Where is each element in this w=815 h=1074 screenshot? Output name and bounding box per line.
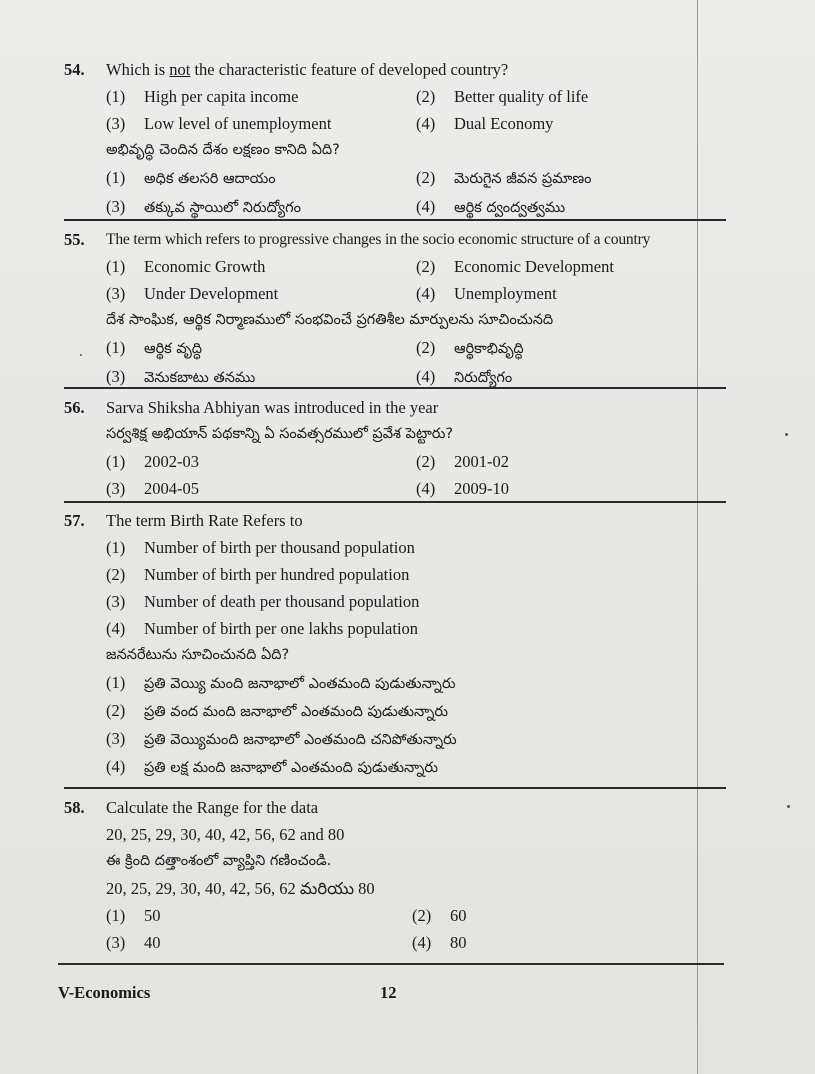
question-stem: The term which refers to progressive changes in the socio economic structure of a country	[106, 231, 651, 248]
option-text: ప్రతి వెయ్యిమంది జనాభాలో ఎంతమంది చనిపోతున్నారు	[144, 732, 457, 748]
option-number: (2)	[416, 452, 436, 471]
option-number: (3)	[106, 367, 126, 386]
option-1	[106, 448, 199, 475]
option-2	[416, 253, 614, 280]
stem-part: Which is	[106, 60, 170, 79]
data-line-telugu	[106, 875, 375, 902]
option-text: అధిక తలసరి ఆదాయం	[144, 171, 276, 187]
option-number: (1)	[106, 538, 126, 557]
question-stem-telugu: జననరేటును సూచించునది ఏది?	[106, 647, 290, 663]
option-2	[416, 83, 588, 110]
scan-speck	[785, 433, 788, 436]
option-text: Number of birth per hundred population	[144, 565, 410, 584]
te-option-1	[106, 164, 276, 193]
question-stem-telugu: సర్వశిక్ష అభియాన్ పథకాన్ని ఏ సంవత్సరములో ప్రవేశ పెట్టారు?	[106, 426, 454, 442]
option-text: 2009-10	[454, 479, 509, 498]
page-bottom-rule	[58, 963, 724, 965]
option-number: (3)	[106, 197, 126, 216]
option-number: (2)	[416, 168, 436, 187]
option-1	[106, 253, 265, 280]
option-2	[412, 902, 467, 929]
te-option-2	[106, 697, 448, 726]
option-number: (3)	[106, 114, 126, 133]
footer-subject: V-Economics	[58, 983, 151, 1002]
option-number: (1)	[106, 673, 126, 692]
option-text: ఆర్థిక వృద్ధి	[144, 341, 203, 357]
option-text: ఆర్థికాభివృద్ధి	[454, 341, 524, 357]
option-text: Unemployment	[454, 284, 557, 303]
option-text: ప్రతి లక్ష మంది జనాభాలో ఎంతమంది పుడుతున్నారు	[144, 760, 438, 776]
option-number: (1)	[106, 87, 126, 106]
option-text: 60	[450, 906, 467, 925]
option-number: (4)	[412, 933, 432, 952]
question-56	[64, 394, 734, 502]
option-1	[106, 902, 161, 929]
scan-speck	[787, 805, 790, 808]
option-text: 50	[144, 906, 161, 925]
question-number: 55.	[64, 230, 85, 249]
option-3	[106, 280, 278, 307]
option-number: (4)	[416, 284, 436, 303]
option-number: (2)	[106, 701, 126, 720]
option-number: (4)	[416, 479, 436, 498]
te-option-4	[106, 753, 438, 782]
option-number: (4)	[106, 619, 126, 638]
option-text: Low level of unemployment	[144, 114, 332, 133]
option-number: (1)	[106, 452, 126, 471]
te-option-3	[106, 193, 301, 222]
option-text: 80	[450, 933, 467, 952]
option-3	[106, 110, 331, 137]
option-text: 2002-03	[144, 452, 199, 471]
question-number: 58.	[64, 798, 85, 817]
question-divider	[64, 501, 726, 503]
option-number: (3)	[106, 479, 126, 498]
option-text: 2001-02	[454, 452, 509, 471]
question-divider	[64, 219, 726, 221]
option-number: (2)	[416, 257, 436, 276]
option-number: (4)	[106, 757, 126, 776]
option-text: Economic Development	[454, 257, 614, 276]
option-number: (2)	[412, 906, 432, 925]
option-4	[416, 110, 553, 137]
option-2	[416, 448, 509, 475]
question-57	[64, 507, 734, 781]
question-stem: Sarva Shiksha Abhiyan was introduced in the year	[106, 398, 439, 417]
option-number: (1)	[106, 906, 126, 925]
question-number: 56.	[64, 398, 85, 417]
option-4	[416, 280, 557, 307]
te-option-4	[416, 193, 565, 222]
footer-page-number: 12	[380, 983, 397, 1002]
option-number: (3)	[106, 592, 126, 611]
question-number: 54.	[64, 60, 85, 79]
option-1	[106, 534, 415, 561]
option-text: Number of death per thousand population	[144, 592, 420, 611]
option-number: (4)	[416, 367, 436, 386]
option-4	[106, 615, 418, 642]
option-number: (1)	[106, 168, 126, 187]
option-3	[106, 929, 161, 956]
question-number: 57.	[64, 511, 85, 530]
option-text: మెరుగైన జీవన ప్రమాణం	[454, 171, 592, 187]
option-3	[106, 588, 419, 615]
question-stem-telugu: దేశ సాంఘిక, ఆర్థిక నిర్మాణములో సంభవించే ప్రగతిశీల మార్పులను సూచించునది	[106, 312, 554, 328]
option-text: నిరుద్యోగం	[454, 370, 513, 386]
option-number: (1)	[106, 257, 126, 276]
te-option-2	[416, 334, 524, 363]
option-4	[416, 475, 509, 502]
option-text: ఆర్థిక ద్వంద్వత్వము	[454, 200, 566, 216]
option-text: Economic Growth	[144, 257, 266, 276]
question-divider	[64, 787, 726, 789]
option-1	[106, 83, 298, 110]
option-2	[106, 561, 409, 588]
data-line: 20, 25, 29, 30, 40, 42, 56, 62 and 80	[106, 825, 345, 844]
option-text: Number of birth per thousand population	[144, 538, 415, 557]
option-3	[106, 475, 199, 502]
stem-emphasis: not	[169, 60, 191, 79]
te-option-1	[106, 334, 202, 363]
te-option-3	[106, 725, 457, 754]
question-55	[64, 226, 734, 392]
question-stem	[106, 56, 508, 83]
option-text: వెనుకబాటు తనము	[144, 370, 256, 386]
te-option-2	[416, 164, 592, 193]
question-stem: Calculate the Range for the data	[106, 798, 319, 817]
option-text: Dual Economy	[454, 114, 554, 133]
option-number: (2)	[106, 565, 126, 584]
question-divider	[64, 387, 726, 389]
option-text: 40	[144, 933, 161, 952]
option-number: (3)	[106, 284, 126, 303]
question-54	[64, 56, 734, 222]
option-number: (3)	[106, 933, 126, 952]
option-number: (4)	[416, 197, 436, 216]
option-text: ప్రతి వెయ్యి మంది జనాభాలో ఎంతమంది పుడుతున్నారు	[144, 676, 456, 692]
option-number: (3)	[106, 729, 126, 748]
question-58	[64, 794, 734, 956]
te-option-1	[106, 669, 456, 698]
option-text: Under Development	[144, 284, 279, 303]
option-number: (4)	[416, 114, 436, 133]
data-line-text: 20, 25, 29, 30, 40, 42, 56, 62 మరియు 80	[106, 879, 375, 898]
option-text: High per capita income	[144, 87, 299, 106]
option-text: 2004-05	[144, 479, 199, 498]
question-stem: The term Birth Rate Refers to	[106, 511, 303, 530]
option-number: (1)	[106, 338, 126, 357]
question-stem-telugu: అభివృద్ధి చెందిన దేశం లక్షణం కానిది ఏది?	[106, 142, 340, 158]
option-text: Better quality of life	[454, 87, 589, 106]
option-4	[412, 929, 467, 956]
scan-speck	[80, 354, 82, 356]
option-text: ప్రతి వంద మంది జనాభాలో ఎంతమంది పుడుతున్నారు	[144, 704, 449, 720]
option-text: Number of birth per one lakhs population	[144, 619, 419, 638]
question-stem-telugu: ఈ క్రింది దత్తాంశంలో వ్యాప్తిని గణించండి.	[106, 853, 332, 869]
option-number: (2)	[416, 338, 436, 357]
stem-part: the characteristic feature of developed country?	[190, 60, 509, 79]
option-text: తక్కువ స్థాయిలో నిరుద్యోగం	[144, 200, 301, 216]
option-number: (2)	[416, 87, 436, 106]
